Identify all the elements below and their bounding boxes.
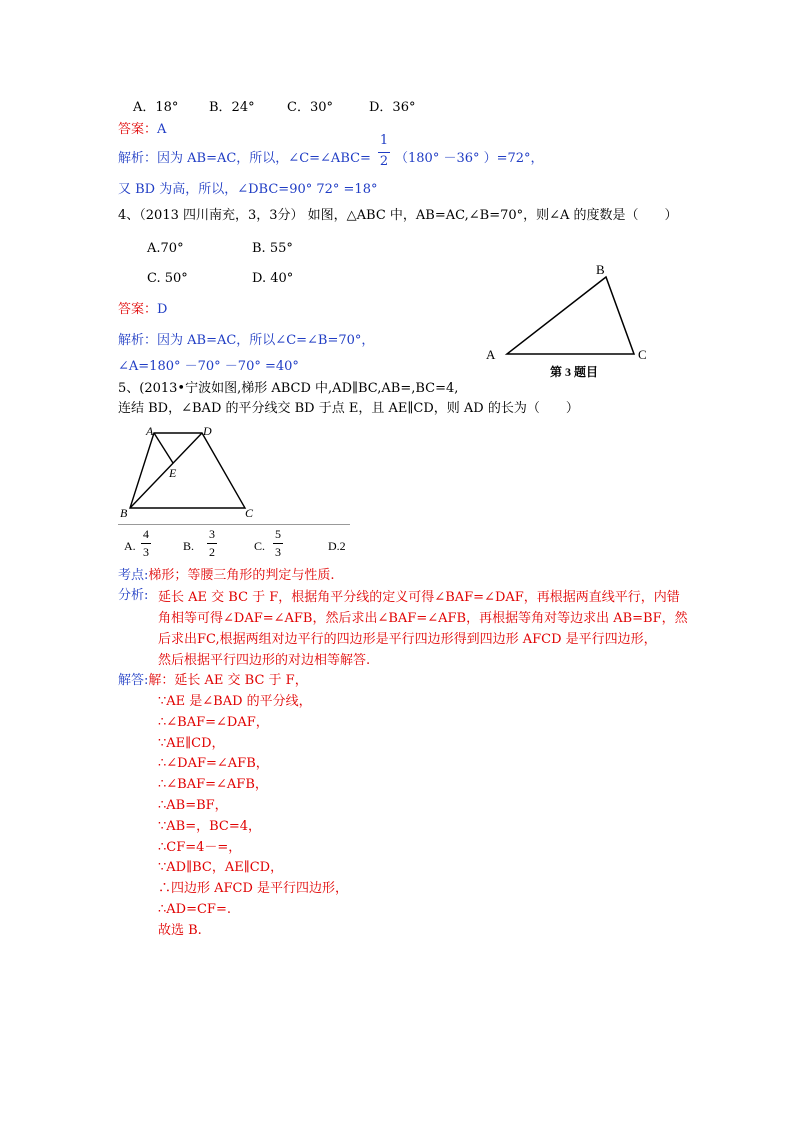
q3-analysis-text1: 解析：因为 AB=AC，所以，∠C=∠ABC=: [118, 151, 371, 166]
q5-option-a-label: A.: [124, 539, 136, 553]
q5-jieda-line: ∵AB=，BC=4，: [158, 818, 262, 834]
q4-label-c: C: [638, 347, 647, 362]
q5-option-c-den: 3: [275, 545, 281, 559]
q3-analysis-line2: 又 BD 为高，所以，∠DBC=90° 72° =18°: [118, 182, 378, 197]
q5-options-divider: [118, 524, 350, 525]
q4-triangle-figure: [480, 258, 660, 383]
q5-kaodian-text: 梯形；等腰三角形的判定与性质.: [148, 568, 335, 583]
q5-label-d: D: [203, 424, 212, 438]
q5-jieda-first: 解：延长 AE 交 BC 于 F，: [148, 673, 308, 688]
q4-answer-label: 答案：: [118, 302, 158, 317]
q4-label-a: A: [486, 347, 496, 362]
q3-frac-den: 2: [379, 154, 389, 169]
q4-stem: 4、（2013 四川南充，3，3分） 如图，△ABC 中，AB=AC,∠B=70°，则∠A 的度数是（ ）: [118, 208, 678, 223]
q5-jieda-first-row: [118, 672, 308, 690]
q5-label-e: E: [169, 466, 177, 480]
q3-analysis-line1-a: [118, 150, 371, 168]
q4-analysis-line1: 解析：因为 AB=AC，所以∠C=∠B=70°，: [118, 333, 375, 348]
q3-frac-bar: [378, 152, 390, 153]
q5-label-b: B: [120, 506, 128, 520]
q5-trapezoid-shape: [130, 433, 245, 508]
q5-option-c-label: C.: [254, 539, 266, 553]
q3-answer-value: A: [157, 122, 167, 137]
q5-segment-ae: [154, 433, 173, 463]
q5-label-c: C: [245, 506, 254, 520]
q5-jieda-body: [158, 692, 348, 942]
q5-jieda-line: ∴四边形 AFCD 是平行四边形，: [158, 881, 349, 897]
q4-option-b: B. 55°: [252, 241, 293, 256]
q5-option-b-bar: [207, 543, 217, 544]
q5-jieda-line: 故选 B.: [158, 922, 202, 938]
q5-stem-line2: 连结 BD，∠BAD 的平分线交 BD 于点 E，且 AE∥CD，则 AD 的长为（ ）: [118, 401, 579, 416]
q5-option-a-den: 3: [143, 545, 149, 559]
q5-option-a-bar: [141, 543, 151, 544]
q5-jieda-label: 解答:: [118, 673, 149, 688]
q5-option-c-bar: [273, 543, 283, 544]
q5-jieda-line: ∴CF=4－=，: [158, 839, 242, 855]
q4-option-d: D. 40°: [252, 271, 294, 286]
q5-fenxi-line: 后求出FC,根据两组对边平行的四边形是平行四边形得到四边形 AFCD 是平行四边形，: [158, 632, 657, 647]
q5-option-d-label: D.2: [328, 539, 346, 553]
q3-analysis-text2: （180° －36° ）=72°，: [395, 151, 544, 166]
q4-triangle-shape: [507, 277, 634, 354]
q5-fenxi-label: 分析:: [118, 588, 149, 603]
q3-option-a: A．18°: [133, 100, 179, 115]
q5-fenxi-body: [158, 587, 688, 671]
q4-answer: [118, 301, 167, 319]
q5-option-b-num: 3: [209, 527, 215, 541]
q5-jieda-line: ∵AD∥BC，AE∥CD，: [158, 860, 284, 876]
q5-jieda-line: ∵AE 是∠BAD 的平分线，: [158, 694, 312, 709]
q4-analysis-line2: ∠A=180° －70° －70° =40°: [118, 359, 299, 374]
q5-jieda-line: ∵AE∥CD，: [158, 735, 225, 751]
q5-fenxi-line: 然后根据平行四边形的对边相等解答.: [158, 653, 371, 668]
q4-label-b: B: [596, 262, 605, 277]
q4-figure-caption: 第 3 题目: [550, 365, 599, 379]
q5-fenxi-line: 延长 AE 交 BC 于 F，根据角平分线的定义可得∠BAF=∠DAF，再根据两直线平行，内错: [158, 590, 680, 605]
q5-jieda-line: ∴AD=CF=.: [158, 901, 231, 917]
q4-option-a: A.70°: [147, 241, 184, 256]
q5-option-b-label: B.: [183, 539, 195, 553]
q3-answer-label: 答案：: [118, 122, 158, 137]
q5-option-a-num: 4: [143, 527, 149, 541]
q5-option-c-num: 5: [275, 527, 281, 541]
q3-option-b: B．24°: [209, 100, 255, 115]
q3-frac-num: 1: [379, 133, 389, 148]
q4-option-c: C. 50°: [147, 271, 188, 286]
q5-jieda-line: ∴∠DAF=∠AFB，: [158, 756, 269, 772]
q5-option-b-den: 2: [209, 545, 215, 559]
q3-option-c: C．30°: [287, 100, 333, 115]
q5-trapezoid-figure: [118, 423, 268, 523]
q5-jieda-line: ∴∠BAF=∠DAF，: [158, 714, 269, 730]
q4-answer-value: D: [157, 302, 168, 317]
q5-kaodian: [118, 567, 335, 585]
q5-jieda-line: ∴∠BAF=∠AFB，: [158, 777, 268, 793]
q5-kaodian-label: 考点:: [118, 568, 149, 583]
q5-stem-line1: 5、(2013•宁波如图,梯形 ABCD 中,AD∥BC,AB=,BC=4,: [118, 381, 459, 396]
q5-fenxi-line: 角相等可得∠DAF=∠AFB，然后求出∠BAF=∠AFB，再根据等角对等边求出 AB=BF，然: [158, 611, 688, 626]
q3-answer: [118, 121, 166, 139]
q5-diagonal-bd: [130, 433, 202, 508]
q3-option-d: D．36°: [369, 100, 416, 115]
q5-jieda-line: ∴AB=BF，: [158, 797, 228, 813]
q5-label-a: A: [146, 424, 154, 438]
